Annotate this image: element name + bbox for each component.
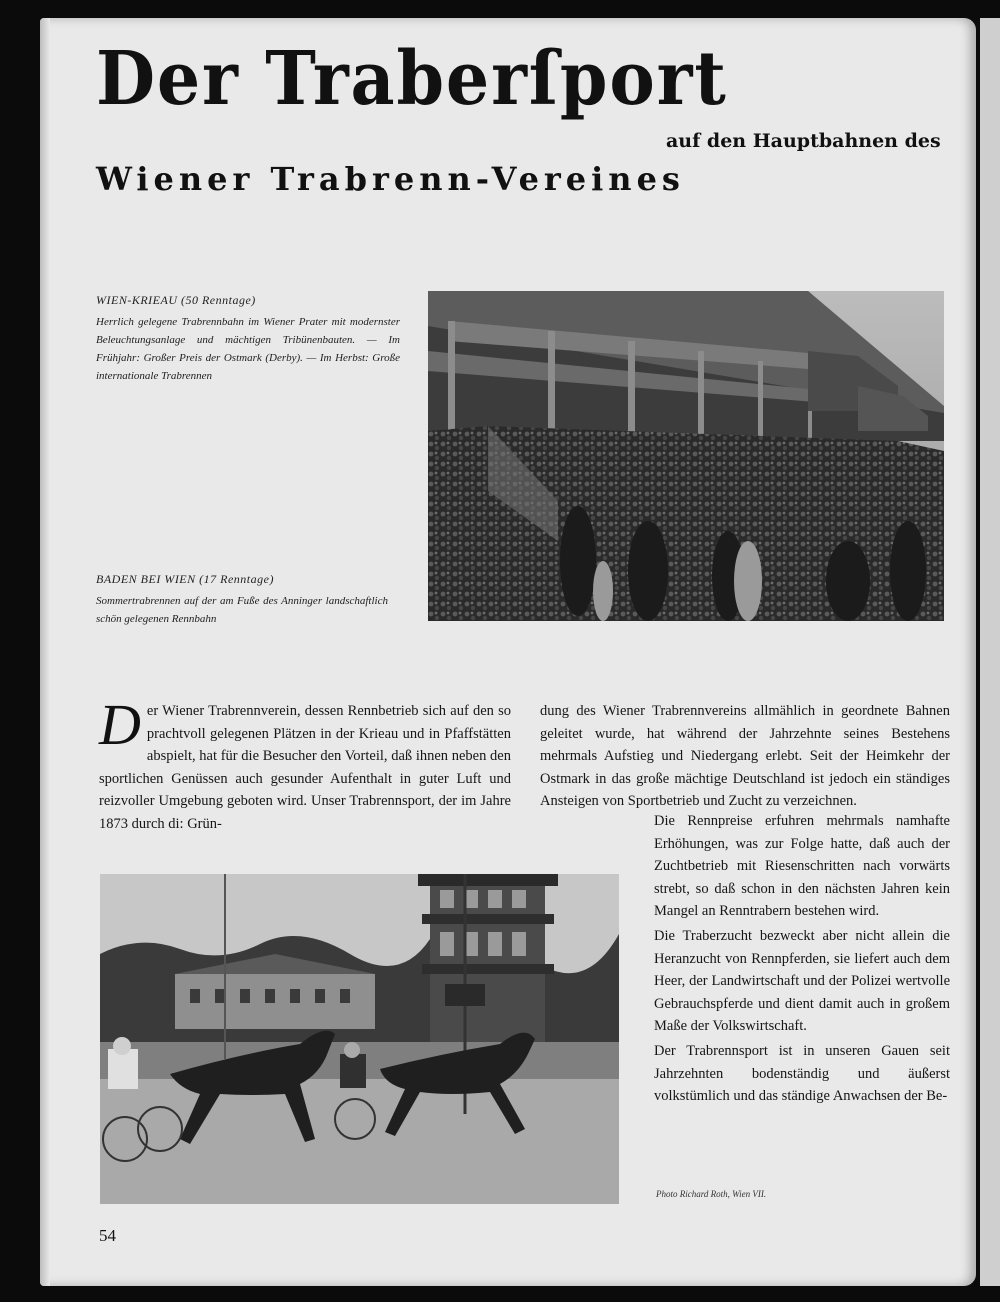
page-title: Der Traberſport [96, 36, 728, 122]
trotting-race-photo [100, 874, 619, 1204]
subtitle-line-1: auf den Hauptbahnen des [666, 130, 941, 152]
adjacent-page-edge [980, 18, 1000, 1286]
page-binding-edge [40, 18, 50, 1286]
article-paragraph-1-end: Die Rennpreise erfuhren mehrmals namhafte Erhöhungen, was zur Folge hatte, daß auch der Zuchtbetrieb mit Riesenschritten nach vorwärts strebt, so daß schon in den nächsten Jahren kein Mangel an Renntrabern bestehen wird. [654, 813, 950, 920]
article-paragraph-2: Die Traberzucht bezweckt aber nicht allein die Heranzucht von Rennpferden, sie liefert auch dem Heer, der Landwirtschaft und der Polizei wertvolle Gebrauchspferde und dient damit auch in großem Maße der Volkswirtschaft. [654, 927, 950, 1035]
article-column-1 [99, 692, 511, 836]
page-number: 54 [99, 1226, 116, 1245]
drop-cap-letter: D [99, 692, 141, 757]
article-column-1-text: er Wiener Trabrennverein, dessen Rennbetrieb sich auf den so prachtvoll gelegenen Plätzen in der Krieau und in Pfaffstätten abspielt, hat für die Besucher den Vorteil, daß ihnen neben den sportlichen Genüssen auch gesunder Aufenthalt in guter Luft und reizvoller Umgebung geboten wird. Unser Trabrennsport, der im Jahre 1873 durch di: Grün- [99, 703, 511, 832]
grandstand-crowd-photo [428, 291, 944, 621]
subtitle-line-2: Wiener Trabrenn-Vereines [96, 160, 685, 198]
grandstand-illustration [428, 291, 944, 621]
photo-credit: Photo Richard Roth, Wien VII. [656, 1189, 767, 1199]
article-column-2-continued [654, 810, 950, 1108]
caption-wien-krieau-text: Herrlich gelegene Trabrennbahn im Wiener Prater mit modernster Beleuchtungsanlage und mächtigen Tribünenbauten. — Im Frühjahr: Großer Preis der Ostmark (Derby). — Im Herbst: Große internationale Trabrennen [96, 316, 400, 382]
caption-baden-text: Sommertrabrennen auf der am Fuße des Anninger landschaftlich schön gelegenen Rennbahn [96, 595, 388, 625]
caption-wien-krieau-heading: WIEN-KRIEAU (50 Renntage) [96, 293, 256, 307]
caption-baden-heading: BADEN BEI WIEN (17 Renntage) [96, 572, 274, 586]
article-column-2-top: dung des Wiener Trabrennvereins allmählich in geordnete Bahnen geleitet wurde, hat während der Jahrzehnte seines Bestehens mehrmals Aufstieg und Niedergang erlebt. Seit der Heimkehr der Ostmark in das große mächtige Deutschland ist jedoch ein ständiges Ansteigen von Sportbetrieb und Zucht zu verzeichnen. [540, 703, 950, 810]
trotting-race-illustration [100, 874, 619, 1204]
article-paragraph-3: Der Trabrennsport ist in unseren Gauen seit Jahrzehnten bodenständig und äußerst volkstümlich und das ständige Anwachsen der Be- [654, 1042, 950, 1105]
